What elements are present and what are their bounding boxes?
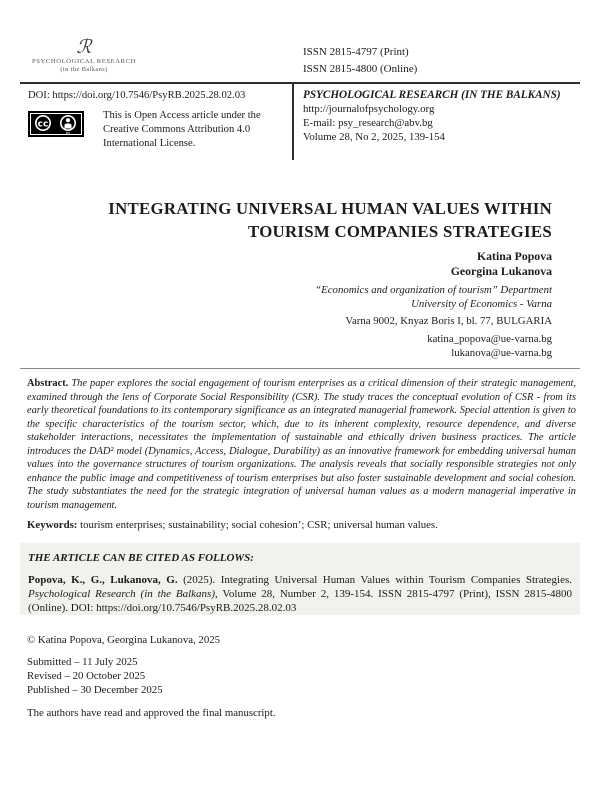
approval-statement: The authors have read and approved the final manuscript. (27, 707, 276, 719)
doi-link: DOI: https://doi.org/10.7546/PsyRB.2025.28.02.03 (28, 90, 246, 101)
keywords-text: tourism enterprises; sustainability; social cohesion’; CSR; universal human values. (77, 519, 438, 532)
citation-text (28, 573, 572, 616)
journal-logo-icon: ℛ (76, 36, 92, 58)
author-name: Katina Popova (476, 249, 552, 263)
abstract-text: The paper explores the social engagement of tourism enterprises as a critical dimension of their strategic management, examined through the lens of Corporate Social Responsibility (CSR). The study traces the conceptual evolution of CSR - from its early theoretical foundations to its contemporary significance as an integrated managerial framework. Special attention is given to the specific characteristics of the tourism sector, which, due to its inherent complexity, resource dependence, and diverse stakeholder interactions, necessitates the implementation of sustainable and ethically driven business practices. The article introduces the DAD² model (Dynamics, Access, Dialogue, Durability) as an innovative framework for embedding universal human values into the governance structures of tourism organizations. The analysis reveals that socially responsible strategies not only enhance the public image and competitiveness of tourism enterprises but also foster sustainable development and social cohesion. The study substantiates the need for the strategic integration of universal human values as a modern managerial imperative in tourism management. (27, 378, 576, 511)
affiliation (200, 284, 552, 312)
journal-email: E-mail: psy_research@abv.bg (303, 117, 433, 129)
article-title-line1: INTEGRATING UNIVERSAL HUMAN VALUES WITHIN (108, 199, 552, 218)
author-email: lukanova@ue-varna.bg (451, 346, 552, 359)
article-title-line2: TOURISM COMPANIES STRATEGIES (248, 222, 552, 241)
journal-logo (28, 38, 140, 73)
issn-block (303, 44, 417, 78)
issn-print: ISSN 2815-4797 (Print) (303, 46, 409, 58)
copyright-line: © Katina Popova, Georgina Lukanova, 2025 (27, 634, 221, 646)
keywords-label: Keywords: (27, 519, 78, 532)
author-email: katina_popova@ue-varna.bg (427, 333, 552, 345)
abstract-label: Abstract. (27, 378, 69, 389)
citation-authors: Popova, K., G., Lukanova, G. (28, 574, 178, 586)
citation-part2: , Volume 28, Number 2, 139-154. ISSN 2815-4797 (Print), ISSN 2815-4800 (Online). DOI: https://doi.org/10.7546/PsyRB.2025.28.02.03 (28, 588, 572, 615)
journal-info-block (303, 88, 583, 144)
svg-text:BY: BY (65, 131, 71, 136)
journal-name: PSYCHOLOGICAL RESEARCH (IN THE BALKANS) (303, 89, 561, 101)
abstract-paragraph (27, 377, 576, 512)
journal-logo-subtitle: (in the Balkans) (60, 66, 108, 73)
author-emails (200, 333, 552, 360)
affiliation-department: “Economics and organization of tourism” Department (315, 284, 552, 296)
header-vertical-divider (292, 84, 294, 160)
article-history (27, 656, 163, 698)
license-line: Creative Commons Attribution 4.0 (103, 123, 251, 135)
license-statement (103, 109, 273, 150)
citation-journal: Psychological Research (in the Balkans) (28, 588, 215, 601)
citation-box (20, 543, 580, 615)
svg-text:cc: cc (37, 119, 49, 130)
author-list (200, 249, 552, 278)
issn-online: ISSN 2815-4800 (Online) (303, 63, 418, 75)
affiliation-address: Varna 9002, Knyaz Boris I, bl. 77, BULGARIA (345, 315, 552, 327)
header-divider (20, 82, 580, 84)
citation-part1: (2025). Integrating Universal Human Values within Tourism Companies Strategies. (177, 574, 573, 586)
affiliation-university: University of Economics - Varna (411, 297, 552, 310)
journal-logo-name: PSYCHOLOGICAL RESEARCH (32, 58, 136, 65)
citation-heading: THE ARTICLE CAN BE CITED AS FOLLOWS: (28, 552, 254, 564)
submitted-date: Submitted – 11 July 2025 (27, 656, 138, 668)
abstract-divider (20, 368, 580, 369)
author-name: Georgina Lukanova (450, 263, 552, 278)
keywords-line (27, 519, 576, 531)
journal-volume: Volume 28, No 2, 2025, 139-154 (303, 131, 445, 143)
license-line: This is Open Access article under the (103, 110, 261, 121)
license-line: International License. (103, 137, 196, 149)
journal-website: http://journalofpsychology.org (303, 103, 435, 115)
cc-by-license-icon (28, 111, 84, 142)
revised-date: Revised – 20 October 2025 (27, 669, 146, 682)
abstract-section (27, 377, 576, 531)
article-title (40, 197, 552, 243)
published-date: Published – 30 December 2025 (27, 683, 163, 696)
